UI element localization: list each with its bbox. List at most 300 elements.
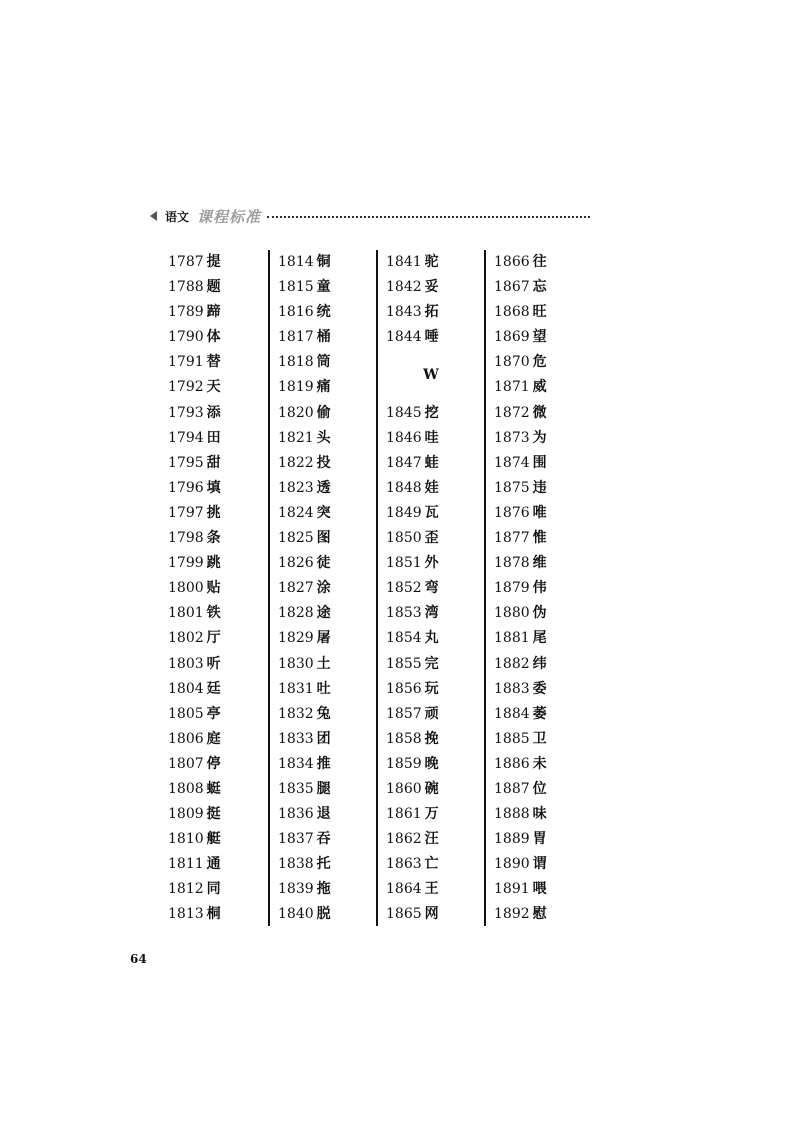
entry-character: 唾 [424, 329, 439, 346]
list-item [494, 852, 592, 877]
entry-character: 玩 [424, 680, 439, 697]
entry-number: 1875 [494, 479, 530, 496]
entry-number: 1890 [494, 856, 530, 873]
entry-number: 1833 [278, 730, 314, 747]
entry-character: 桐 [206, 906, 221, 923]
entry-number: 1870 [494, 354, 530, 371]
entry-character: 屠 [316, 630, 331, 647]
list-item [386, 626, 484, 651]
page-number: 64 [130, 952, 147, 966]
entry-number: 1878 [494, 555, 530, 572]
entry-number: 1794 [168, 429, 204, 446]
list-item [168, 576, 268, 601]
list-item [168, 852, 268, 877]
entry-number: 1862 [386, 831, 422, 848]
entry-number: 1865 [386, 906, 422, 923]
entry-number: 1808 [168, 780, 204, 797]
entry-number: 1889 [494, 831, 530, 848]
entry-character: 慰 [532, 906, 547, 923]
entry-number: 1857 [386, 705, 422, 722]
column-3 [376, 250, 484, 926]
entry-number: 1834 [278, 755, 314, 772]
entry-number: 1803 [168, 655, 204, 672]
entry-character: 推 [316, 755, 331, 772]
entry-number: 1795 [168, 454, 204, 471]
list-item [386, 601, 484, 626]
list-item [386, 652, 484, 677]
entry-character: 唯 [532, 504, 547, 521]
entry-number: 1804 [168, 680, 204, 697]
entry-character: 忘 [532, 279, 547, 296]
list-item [278, 827, 376, 852]
entry-number: 1789 [168, 304, 204, 321]
list-item [386, 526, 484, 551]
entry-number: 1814 [278, 254, 314, 270]
entry-character: 维 [532, 555, 547, 572]
list-item [168, 802, 268, 827]
entry-character: 头 [316, 429, 331, 446]
entry-number: 1844 [386, 329, 422, 346]
entry-character: 添 [206, 404, 221, 421]
entry-number: 1791 [168, 354, 204, 371]
entry-number: 1851 [386, 555, 422, 572]
list-item [494, 727, 592, 752]
list-item [386, 727, 484, 752]
character-list [160, 250, 592, 926]
entry-character: 提 [206, 254, 221, 270]
list-item [386, 902, 484, 927]
entry-number: 1887 [494, 780, 530, 797]
list-item [168, 250, 268, 275]
list-item [278, 576, 376, 601]
list-item [494, 902, 592, 927]
entry-number: 1812 [168, 881, 204, 898]
header-title: 课程标准 [197, 207, 262, 226]
left-arrow-icon [150, 211, 157, 221]
entry-number: 1828 [278, 605, 314, 622]
list-item [386, 677, 484, 702]
entry-number: 1842 [386, 279, 422, 296]
list-item [168, 426, 268, 451]
entry-number: 1800 [168, 580, 204, 597]
list-item [278, 501, 376, 526]
entry-number: 1850 [386, 530, 422, 547]
entry-number: 1837 [278, 831, 314, 848]
entry-number: 1790 [168, 329, 204, 346]
entry-number: 1884 [494, 705, 530, 722]
column-1 [160, 250, 268, 926]
list-item [494, 626, 592, 651]
entry-number: 1876 [494, 504, 530, 521]
list-item [386, 877, 484, 902]
entry-character: 投 [316, 454, 331, 471]
list-item [386, 827, 484, 852]
entry-number: 1883 [494, 680, 530, 697]
list-item [494, 451, 592, 476]
list-item [168, 677, 268, 702]
entry-number: 1871 [494, 379, 530, 396]
entry-number: 1854 [386, 630, 422, 647]
list-item [278, 802, 376, 827]
list-item [168, 752, 268, 777]
entry-character: 脱 [316, 906, 331, 923]
entry-number: 1856 [386, 680, 422, 697]
list-item [494, 501, 592, 526]
list-item [494, 401, 592, 426]
column-4 [484, 250, 592, 926]
entry-character: 吐 [316, 680, 331, 697]
list-item [494, 702, 592, 727]
entry-character: 网 [424, 906, 439, 923]
list-item [386, 852, 484, 877]
list-item [494, 250, 592, 275]
entry-character: 驼 [424, 254, 439, 270]
entry-character: 威 [532, 379, 547, 396]
entry-number: 1822 [278, 454, 314, 471]
entry-number: 1826 [278, 555, 314, 572]
entry-character: 蛙 [424, 454, 439, 471]
list-item [494, 777, 592, 802]
entry-character: 团 [316, 730, 331, 747]
entry-character: 位 [532, 780, 547, 797]
list-item [168, 501, 268, 526]
list-item [278, 451, 376, 476]
entry-character: 托 [316, 856, 331, 873]
list-item [494, 877, 592, 902]
entry-character: 丸 [424, 630, 439, 647]
entry-character: 顽 [424, 705, 439, 722]
entry-number: 1880 [494, 605, 530, 622]
column-2 [268, 250, 376, 926]
entry-number: 1792 [168, 379, 204, 396]
list-item [278, 852, 376, 877]
list-item [386, 451, 484, 476]
list-item [494, 325, 592, 350]
list-item [494, 300, 592, 325]
list-item [494, 275, 592, 300]
entry-number: 1869 [494, 329, 530, 346]
entry-number: 1799 [168, 555, 204, 572]
entry-number: 1827 [278, 580, 314, 597]
entry-character: 腿 [316, 780, 331, 797]
entry-character: 望 [532, 329, 547, 346]
entry-number: 1793 [168, 404, 204, 421]
list-item [386, 325, 484, 350]
entry-number: 1872 [494, 404, 530, 421]
list-item [278, 702, 376, 727]
list-item [278, 350, 376, 375]
entry-character: 徒 [316, 555, 331, 572]
list-item [386, 300, 484, 325]
entry-number: 1867 [494, 279, 530, 296]
list-item [386, 802, 484, 827]
entry-number: 1829 [278, 630, 314, 647]
entry-character: 听 [206, 655, 221, 672]
entry-number: 1848 [386, 479, 422, 496]
entry-character: 伟 [532, 580, 547, 597]
entry-character: 甜 [206, 454, 221, 471]
entry-character: 瓦 [424, 504, 439, 521]
list-item [494, 476, 592, 501]
list-item [386, 752, 484, 777]
entry-character: 庭 [206, 730, 221, 747]
list-item [278, 902, 376, 927]
entry-number: 1818 [278, 354, 314, 371]
list-item [168, 777, 268, 802]
entry-character: 蜓 [206, 780, 221, 797]
entry-character: 卫 [532, 730, 547, 747]
entry-character: 通 [206, 856, 221, 873]
entry-character: 歪 [424, 530, 439, 547]
entry-character: 王 [424, 881, 439, 898]
entry-character: 退 [316, 806, 331, 823]
entry-number: 1885 [494, 730, 530, 747]
entry-number: 1888 [494, 806, 530, 823]
list-item [278, 752, 376, 777]
entry-number: 1858 [386, 730, 422, 747]
list-item [278, 526, 376, 551]
entry-character: 突 [316, 504, 331, 521]
entry-character: 题 [206, 279, 221, 296]
entry-number: 1821 [278, 429, 314, 446]
entry-character: 未 [532, 755, 547, 772]
list-item [278, 727, 376, 752]
entry-number: 1836 [278, 806, 314, 823]
list-item [278, 250, 376, 275]
entry-character: 往 [532, 254, 547, 270]
list-item [278, 626, 376, 651]
list-item [168, 551, 268, 576]
entry-number: 1817 [278, 329, 314, 346]
entry-number: 1892 [494, 906, 530, 923]
list-item [168, 476, 268, 501]
list-item [168, 902, 268, 927]
entry-number: 1831 [278, 680, 314, 697]
list-item [386, 501, 484, 526]
entry-character: 谓 [532, 856, 547, 873]
entry-character: 围 [532, 454, 547, 471]
entry-number: 1830 [278, 655, 314, 672]
entry-character: 田 [206, 429, 221, 446]
entry-character: 尾 [532, 630, 547, 647]
entry-number: 1861 [386, 806, 422, 823]
entry-number: 1796 [168, 479, 204, 496]
entry-character: 桶 [316, 329, 331, 346]
entry-character: 湾 [424, 605, 439, 622]
entry-number: 1879 [494, 580, 530, 597]
entry-number: 1849 [386, 504, 422, 521]
running-header [150, 205, 590, 227]
entry-character: 拓 [424, 304, 439, 321]
entry-character: 体 [206, 329, 221, 346]
entry-character: 天 [206, 379, 221, 396]
entry-character: 痛 [316, 379, 331, 396]
entry-number: 1787 [168, 254, 204, 270]
entry-number: 1852 [386, 580, 422, 597]
list-item [278, 551, 376, 576]
list-item [168, 325, 268, 350]
entry-number: 1881 [494, 630, 530, 647]
entry-character: 跳 [206, 555, 221, 572]
entry-character: 统 [316, 304, 331, 321]
list-item [168, 877, 268, 902]
entry-character: 挺 [206, 806, 221, 823]
entry-number: 1868 [494, 304, 530, 321]
list-item [168, 451, 268, 476]
entry-character: 涂 [316, 580, 331, 597]
entry-number: 1873 [494, 429, 530, 446]
entry-character: 娃 [424, 479, 439, 496]
list-item [278, 601, 376, 626]
list-item [278, 877, 376, 902]
entry-number: 1891 [494, 881, 530, 898]
list-item [278, 652, 376, 677]
entry-character: 旺 [532, 304, 547, 321]
entry-character: 铁 [206, 605, 221, 622]
entry-character: 为 [532, 429, 547, 446]
entry-character: 纬 [532, 655, 547, 672]
entry-character: 碗 [424, 780, 439, 797]
entry-character: 同 [206, 881, 221, 898]
entry-number: 1825 [278, 530, 314, 547]
entry-character: 亭 [206, 705, 221, 722]
entry-character: 筒 [316, 354, 331, 371]
entry-character: 蹄 [206, 304, 221, 321]
entry-number: 1835 [278, 780, 314, 797]
list-item [168, 350, 268, 375]
entry-character: 汪 [424, 831, 439, 848]
entry-character: 味 [532, 806, 547, 823]
entry-character: 外 [424, 555, 439, 572]
entry-character: 妥 [424, 279, 439, 296]
list-item [168, 300, 268, 325]
entry-character: 弯 [424, 580, 439, 597]
entry-character: 替 [206, 354, 221, 371]
entry-number: 1813 [168, 906, 204, 923]
entry-character: 挽 [424, 730, 439, 747]
entry-character: 微 [532, 404, 547, 421]
entry-character: 喂 [532, 881, 547, 898]
entry-character: 贴 [206, 580, 221, 597]
header-subject: 语文 [165, 209, 190, 224]
list-item [494, 802, 592, 827]
list-item [386, 275, 484, 300]
list-item [386, 426, 484, 451]
entry-number: 1860 [386, 780, 422, 797]
list-item [494, 827, 592, 852]
list-item [494, 752, 592, 777]
entry-character: 土 [316, 655, 331, 672]
list-item [494, 375, 592, 400]
entry-number: 1797 [168, 504, 204, 521]
entry-character: 铜 [316, 254, 331, 270]
entry-character: 透 [316, 479, 331, 496]
entry-character: 童 [316, 279, 331, 296]
entry-character: 艇 [206, 831, 221, 848]
entry-number: 1841 [386, 254, 422, 270]
list-item [278, 375, 376, 400]
list-item [278, 401, 376, 426]
entry-number: 1820 [278, 404, 314, 421]
list-item [494, 576, 592, 601]
entry-number: 1864 [386, 881, 422, 898]
list-item [168, 275, 268, 300]
entry-number: 1843 [386, 304, 422, 321]
entry-number: 1805 [168, 705, 204, 722]
list-item [386, 576, 484, 601]
entry-number: 1806 [168, 730, 204, 747]
list-item [494, 677, 592, 702]
entry-number: 1824 [278, 504, 314, 521]
entry-number: 1853 [386, 605, 422, 622]
entry-character: 挖 [424, 404, 439, 421]
entry-number: 1823 [278, 479, 314, 496]
entry-character: 途 [316, 605, 331, 622]
list-item [386, 702, 484, 727]
entry-character: 吞 [316, 831, 331, 848]
entry-character: 兔 [316, 705, 331, 722]
entry-character: 哇 [424, 429, 439, 446]
entry-character: 廷 [206, 680, 221, 697]
entry-number: 1801 [168, 605, 204, 622]
entry-number: 1807 [168, 755, 204, 772]
list-item [278, 300, 376, 325]
list-item [168, 601, 268, 626]
entry-number: 1859 [386, 755, 422, 772]
entry-number: 1846 [386, 429, 422, 446]
list-item [494, 601, 592, 626]
list-item [168, 727, 268, 752]
entry-character: 厅 [206, 630, 221, 647]
entry-number: 1798 [168, 530, 204, 547]
list-item [168, 526, 268, 551]
list-item [494, 551, 592, 576]
entry-character: 条 [206, 530, 221, 547]
entry-character: 完 [424, 655, 439, 672]
entry-number: 1816 [278, 304, 314, 321]
entry-number: 1832 [278, 705, 314, 722]
entry-number: 1788 [168, 279, 204, 296]
entry-character: 万 [424, 806, 439, 823]
list-item [168, 375, 268, 400]
entry-character: 晚 [424, 755, 439, 772]
entry-character: 违 [532, 479, 547, 496]
entry-character: 偷 [316, 404, 331, 421]
header-dotted-rule [267, 216, 590, 218]
entry-number: 1863 [386, 856, 422, 873]
list-item [278, 426, 376, 451]
entry-number: 1811 [168, 856, 204, 873]
entry-character: 填 [206, 479, 221, 496]
entry-character: 惟 [532, 530, 547, 547]
entry-number: 1839 [278, 881, 314, 898]
list-item [386, 401, 484, 426]
entry-number: 1882 [494, 655, 530, 672]
entry-number: 1855 [386, 655, 422, 672]
entry-number: 1877 [494, 530, 530, 547]
list-item [278, 325, 376, 350]
list-item [168, 827, 268, 852]
entry-number: 1810 [168, 831, 204, 848]
list-item [386, 777, 484, 802]
list-item [494, 526, 592, 551]
entry-character: 危 [532, 354, 547, 371]
list-item [494, 426, 592, 451]
entry-number: 1886 [494, 755, 530, 772]
entry-number: 1815 [278, 279, 314, 296]
list-item [168, 652, 268, 677]
list-item [168, 626, 268, 651]
